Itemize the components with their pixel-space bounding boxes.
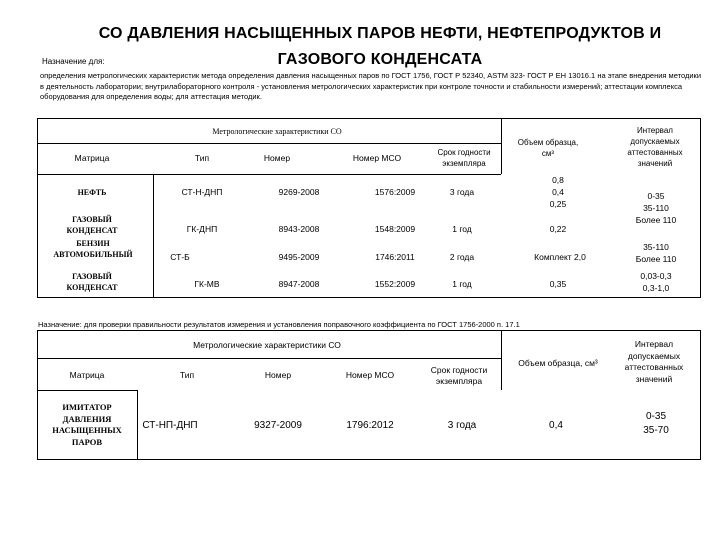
t1-row3-interval	[621, 240, 691, 266]
t1-row1-type: СТ-Н-ДНП	[181, 187, 223, 197]
t1-row2-matrix: ГАЗОВЫЙ КОНДЕНСАТ	[66, 215, 118, 235]
t2-row-shelf: 3 года	[447, 420, 477, 431]
t2-row-matrix: ИМИТАТОР ДАВЛЕНИЯ НАСЫЩЕННЫХ ПАРОВ	[52, 402, 122, 447]
t1-row4-shelf: 1 год	[452, 279, 472, 289]
t2-row-interval-1: 0-35	[645, 411, 666, 422]
t1-header-interval: Интервал допускаемых аттестованных значений	[627, 126, 683, 168]
t1-header-volume: Объем образца, см³	[517, 138, 579, 158]
t1-group-header: Метрологические характеристики СО	[212, 126, 342, 136]
t1-row1-volume-3: 0,25	[549, 199, 567, 209]
t1-row2-number: 8943-2008	[278, 224, 320, 234]
t1-row1-volume-1: 0,8	[552, 175, 564, 185]
t1-header-shelf: Срок годности экземпляра	[437, 148, 491, 168]
t1-row1-volume-2: 0,4	[552, 187, 564, 197]
t1-row1-matrix: НЕФТЬ	[77, 187, 107, 197]
t1-row1-volume	[523, 172, 593, 212]
purpose-label: Назначение для:	[42, 57, 105, 66]
t1-header-mso: Номер МСО	[352, 153, 402, 163]
page-title-line2: ГАЗОВОГО КОНДЕНСАТА	[277, 51, 483, 68]
t1-row1-interval	[621, 188, 691, 228]
t1-header-matrix: Матрица	[74, 153, 110, 163]
t1-row4-type: ГК-МВ	[194, 279, 220, 289]
t1-row3-type: СТ-Б	[170, 252, 190, 262]
t1-row3-interval-1: 35-110	[643, 242, 669, 252]
t2-row-volume: 0,4	[549, 420, 563, 431]
t1-row4-volume: 0,35	[549, 279, 567, 289]
t2-header-type: Тип	[179, 370, 195, 381]
t2-group-header: Метрологические характеристики СО	[193, 340, 341, 351]
t1-row3-number: 9495-2009	[278, 252, 320, 262]
t1-row3-volume: Комплект 2,0	[534, 252, 586, 262]
t1-header-number: Номер	[263, 153, 291, 163]
page-title-line1: СО ДАВЛЕНИЯ НАСЫЩЕННЫХ ПАРОВ НЕФТИ, НЕФТЕПРОДУКТОВ И	[98, 25, 662, 42]
t1-row2-shelf: 1 год	[452, 224, 472, 234]
t1-row1-interval-1: 0-35	[647, 191, 665, 201]
table-2	[37, 330, 701, 460]
t1-row1-interval-2: 35-110	[643, 203, 669, 213]
t2-row-number: 9327-2009	[254, 420, 302, 431]
t2-row-type: СТ-НП-ДНП	[142, 420, 198, 431]
t1-row1-shelf: 3 года	[449, 187, 475, 197]
t2-row-interval	[621, 406, 691, 442]
t1-row4-matrix: ГАЗОВЫЙ КОНДЕНСАТ	[66, 272, 118, 292]
t2-header-interval: Интервал допускаемых аттестованных значений	[624, 339, 684, 384]
t1-row1-mso: 1576:2009	[374, 187, 416, 197]
t1-row3-mso: 1746:2011	[375, 252, 415, 262]
t2-header-volume: Объем образца, см³	[518, 358, 598, 369]
t1-row4-interval	[621, 268, 691, 296]
purpose-text-2: Назначение: для проверки правильности результатов измерения и установления поправочного коэффициента по ГОСТ 1756-2000 п. 17.1	[38, 320, 520, 329]
table-1	[37, 118, 701, 298]
t1-row1-number: 9269-2008	[278, 187, 320, 197]
t1-row1-interval-3: Более 110	[635, 215, 677, 225]
t1-row4-number: 8947-2008	[278, 279, 320, 289]
t2-header-matrix: Матрица	[69, 370, 105, 381]
t1-row4-mso: 1552:2009	[374, 279, 416, 289]
t2-header-mso: Номер МСО	[345, 370, 395, 381]
t1-row3-matrix: БЕНЗИН АВТОМОБИЛЬНЫЙ	[53, 239, 133, 259]
t1-row4-interval-2: 0,3-1,0	[642, 283, 670, 293]
purpose-text: определения метрологических характеристик метода определения давления насыщенных паров по ГОСТ 1756, ГОСТ Р 52340, ASTM 323- ГОСТ Р ЕН 13016.1 на этапе внедрения методики в деятельность лаборатории; внутрилабораторного контроля - установления метрологических характеристик при контроле точности и стабильности измерений; аттестации комплекса оборудования для определения воды; для аттестация методик.	[40, 71, 702, 101]
t2-row-mso: 1796:2012	[346, 420, 394, 431]
t2-header-shelf: Срок годности экземпляра	[430, 364, 488, 386]
t1-row4-interval-1: 0,03-0,3	[640, 271, 672, 281]
t1-row3-interval-2: Более 110	[635, 254, 677, 264]
t1-row2-volume: 0,22	[549, 224, 567, 234]
t1-row2-mso: 1548:2009	[374, 224, 416, 234]
t2-header-number: Номер	[264, 370, 292, 381]
t1-header-type: Тип	[194, 153, 210, 163]
t1-row3-shelf: 2 года	[449, 252, 475, 262]
t2-row-interval-2: 35-70	[643, 425, 669, 436]
t1-row2-type: ГК-ДНП	[186, 224, 218, 234]
